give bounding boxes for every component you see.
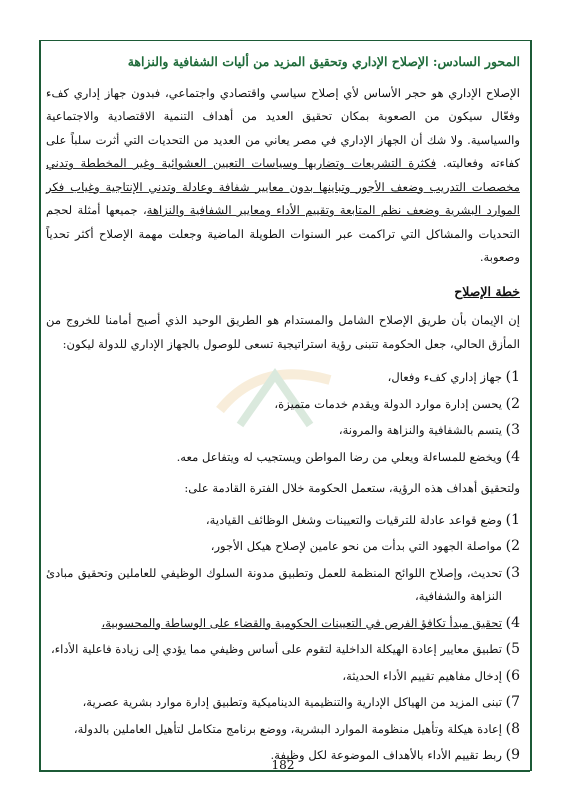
item-text: مواصلة الجهود التي بدأت من نحو عامين لإصلاح هيكل الأجور، — [210, 539, 502, 553]
item-text: يحسن إدارة موارد الدولة ويقدم خدمات متميزة، — [274, 396, 502, 411]
intro-text-underlined: فكثرة التشريعات وتضاربها وسياسات التعيين العشوائية وغير المخططة وتدني مخصصات التدريب وضعف الأجور وتباينها بدون معايير شفافة وعادلة وتدني الإنتاجية وغياب فكر الموارد البشرية وضعف نظم المتابعة وتقييم الأداء ومعايير الشفافية والنزاهة — [46, 156, 520, 217]
list-item — [46, 691, 520, 715]
item-number: 7) — [505, 694, 520, 710]
item-text: جهاز إداري كفء وفعال، — [387, 370, 502, 384]
list-item — [46, 638, 520, 662]
list-item — [46, 562, 520, 609]
list-item — [46, 612, 520, 636]
item-number: 5) — [505, 641, 520, 657]
list-item — [46, 665, 520, 689]
vision-list — [46, 366, 520, 469]
list-item — [46, 535, 520, 559]
footer-divider — [39, 770, 530, 772]
list-item — [46, 718, 520, 742]
item-text: تحديث، وإصلاح اللوائح المنظمة للعمل وتطبيق مدونة السلوك الوظيفي للعاملين وتحقيق مبادئ النزاهة والشفافية، — [46, 565, 502, 603]
item-text: ويخضع للمساءلة ويعلي من رضا المواطن ويستجيب له ويتفاعل معه. — [176, 449, 502, 464]
item-number: 3) — [505, 564, 520, 581]
item-text: تطبيق معايير إعادة الهيكلة الداخلية لتقوم على أساس وظيفي مما يؤدي إلى زيادة فاعلية الأداء، — [50, 642, 502, 656]
item-number: 4) — [505, 614, 520, 631]
document-body — [46, 44, 520, 776]
item-text: تبنى المزيد من الهياكل الإدارية والتنظيمية الديناميكية وتطبيق إدارة موارد بشرية عصرية، — [82, 695, 502, 709]
item-text: إعادة هيكلة وتأهيل منظومة الموارد البشرية، ووضع برنامج متكامل لتأهيل العاملين بالدولة، — [73, 721, 502, 736]
goals-list — [46, 509, 520, 768]
item-number: 2) — [505, 395, 520, 412]
item-number: 2) — [505, 538, 520, 554]
list-item — [46, 509, 520, 533]
item-number: 3) — [505, 422, 520, 438]
item-number: 1) — [505, 369, 520, 385]
section-heading: المحور السادس: الإصلاح الإداري وتحقيق المزيد من أليات الشفافية والنزاهة — [127, 54, 520, 69]
item-number: 1) — [505, 511, 520, 528]
list-item — [46, 446, 520, 470]
item-text: يتسم بالشفافية والنزاهة والمرونة، — [338, 423, 502, 437]
item-number: 4) — [505, 448, 520, 465]
intro-text-c: ، جميعها أمثلة لحجم التحديات والمشاكل التي تراكمت عبر السنوات الطويلة الماضية وجعلت مهمة الإصلاح أكثر تحدياً وصعوبة. — [46, 203, 520, 264]
list-item — [46, 366, 520, 390]
item-number: 6) — [505, 667, 520, 684]
item-number: 9) — [505, 747, 520, 763]
goals-intro: ولتحقيق أهداف هذه الرؤية، ستعمل الحكومة خلال الفترة القادمة على: — [184, 481, 520, 495]
list-item — [46, 393, 520, 417]
intro-paragraph — [46, 82, 520, 270]
plan-intro: إن الإيمان بأن طريق الإصلاح الشامل والمستدام هو الطريق الوحيد الذي أصبح أمامنا للخروج من المأزق الحالي، جعل الحكومة تتبنى رؤية استراتيجية تسعى للوصول بالجهاز الإداري للدولة ليكون: — [46, 313, 520, 351]
item-text: تحقيق مبدأ تكافؤ الفرص في التعيينات الحكومية والقضاء على الوساطة والمحسوبية، — [101, 615, 502, 630]
item-text: إدخال مفاهيم تقييم الأداء الحديثة، — [342, 668, 502, 683]
intro-text-a: الإصلاح الإداري هو حجر الأساس لأي إصلاح سياسي واقتصادي واجتماعي، فبدون جهاز إداري كفء وفعّال سيكون من الصعوبة بمكان تحقيق العديد من أهداف التنمية الاقتصادية والاجتماعية والسياسية. ولا شك أن الجهاز الإداري في مصر يعاني من العديد من التحديات التي أثرت سلباً على كفاءته وفعاليته. — [46, 85, 520, 170]
list-item — [46, 419, 520, 443]
item-text: وضع قواعد عادلة للترقيات والتعيينات وشغل الوظائف القيادية، — [205, 512, 502, 527]
plan-title: خطة الإصلاح — [454, 283, 520, 299]
item-text: ربط تقييم الأداء بالأهداف الموضوعة لكل وظيفة. — [270, 748, 502, 762]
item-number: 8) — [505, 720, 520, 737]
page-number: 182 — [271, 758, 295, 772]
